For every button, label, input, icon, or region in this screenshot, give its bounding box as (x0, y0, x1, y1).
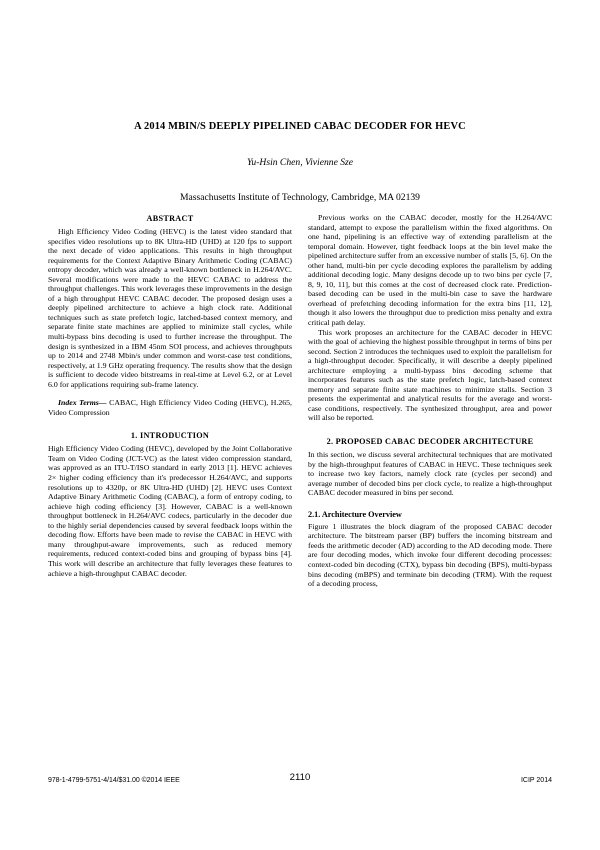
abstract-heading: ABSTRACT (146, 214, 194, 223)
body-columns (48, 213, 552, 768)
index-terms (48, 398, 292, 417)
abstract-paragraph: High Efficiency Video Coding (HEVC) is the latest video standard that specifies video resolutions up to 8K Ultra-HD (UHD) at 120 fps to support the next decade of video applications. This results in high throughput requirements for the Context Adaptive Binary Arithmetic Coding (CABAC) entropy decoder, which was already a well-known bottleneck in H.264/AVC. Several modifications were made to the HEVC CABAC to address the throughput challenges. This work leverages these improvements in the design of a high throughput HEVC CABAC decoder. The proposed design uses a deeply pipelined architecture to achieve a high clock rate. Additional techniques such as state prefetch logic, latched-based context memory, and separate finite state machines are applied to minimize stall cycles, while multi-bypass bins decoding is used to further increase the throughput. The design is synthesized in a IBM 45nm SOI process, and achieves throughputs up to 2014 and 2748 Mbin/s under common and worst-case test conditions, respectively, at 1.9 GHz operating frequency. The results show that the design is sufficient to decode video bitstreams in real-time at Level 6.2, or at Level 6.0 for applications requiring sub-frame latency. (48, 227, 292, 389)
footer-copyright: 978-1-4799-5751-4/14/$31.00 ©2014 IEEE (48, 777, 180, 784)
index-terms-label: Index Terms— (58, 398, 107, 408)
index-terms-text: CABAC, High Efficiency Video Coding (HEVC), H.265, Video Compression (48, 398, 292, 417)
author-list: Yu-Hsin Chen, Vivienne Sze (246, 157, 354, 168)
related-work-paragraph: Previous works on the CABAC decoder, mostly for the H.264/AVC standard, attempt to expose the parallelism within the fixed algorithms. On one hand, pipelining is an effective way of extending parallelism at the temporal domain. However, tight feedback loops at the bin level make the pipelined architecture suffer from an excessive number of stalls [5, 6]. On the other hand, multi-bin per cycle decoding explores the parallelism by adding additional decoding logic. Many designs decode up to two bins per cycle [7, 8, 9, 10, 11], but this comes at the cost of decreased clock rate. Prediction-based decoding can be used in the multi-bin case to save the hardware overhead of prefetching decoding information for the extra bins [11, 12], though it also lowers the throughput due to prediction miss penalty and extra critical path delay. (308, 213, 552, 328)
section2-paragraph: In this section, we discuss several architectural techniques that are motivated by the high-throughput features of CABAC in HEVC. These techniques seek to increase two key factors, namely clock rate (cycles per second) and average number of decoded bins per clock cycle, to realize a high-throughput CABAC decoder measured in bins per second. (308, 450, 552, 498)
subsection-2-1-paragraph: Figure 1 illustrates the block diagram of the proposed CABAC decoder architecture. The bitstream parser (BP) buffers the incoming bitstream and feeds the arithmetic decoder (AD) according to the AD decoding mode. There are four decoding modes, which invoke four different decoding processes: context-coded bin decoding (CTX), bypass bin decoding (BPS), multi-bypass bins decoding (mBPS) and terminate bin decoding (TRM). With the request of a decoding process, (308, 521, 552, 589)
affiliation: Massachusetts Institute of Technology, Cambridge, MA 02139 (180, 192, 420, 203)
page-title: A 2014 MBIN/S DEEPLY PIPELINED CABAC DECODER FOR HEVC (134, 121, 466, 132)
section2-heading: 2. PROPOSED CABAC DECODER ARCHITECTURE (326, 437, 534, 447)
right-column (308, 213, 552, 768)
footer-conference: ICIP 2014 (520, 777, 552, 784)
paper-header (48, 120, 552, 204)
footer-page-number: 2110 (289, 772, 311, 783)
page-footer (48, 772, 552, 789)
contribution-paragraph: This work proposes an architecture for the CABAC decoder in HEVC with the goal of achieving the highest possible throughput in terms of bins per second. Section 2 introduces the techniques used to exploit the parallelism for a high-throughput decoder. Specifically, it will describe a deeply pipelined architecture employing a multi-bypass bins decoding scheme that incorporates features such as the state prefetch logic, latch-based context memory and separate finite state machines to minimize stalls. Section 3 presents the experimental and analytical results for the average and worst-case conditions, respectively. The synthesized throughput, area and power will also be reported. (308, 327, 552, 423)
introduction-heading: 1. INTRODUCTION (130, 431, 210, 441)
introduction-paragraph: High Efficiency Video Coding (HEVC), developed by the Joint Collaborative Team on Video Coding (JCT-VC) as the latest video compression standard, was approved as an ITU-T/ISO standard in early 2013 [1]. HEVC achieves 2× higher coding efficiency than it's predecessor H.264/AVC, and supports resolutions up to 4320p, or 8K Ultra-HD (UHD) [2]. HEVC uses Context Adaptive Binary Arithmetic Coding (CABAC), a form of entropy coding, to achieve high coding efficiency [3]. However, CABAC is a well-known throughput bottleneck in H.264/AVC codecs, particularly in the decoder due to the highly serial dependencies caused by several feedback loops within the decoding flow. Efforts have been made to revise the CABAC in HEVC with many throughput-aware improvements, such as reduced memory requirements, reduced context-coded bins and grouping of bypass bins [4]. This work will describe an architecture that fully leverages these features to achieve a high-throughput CABAC decoder. (48, 444, 292, 578)
left-column (48, 213, 292, 768)
subsection-2-1-heading: 2.1. Architecture Overview (308, 509, 402, 519)
